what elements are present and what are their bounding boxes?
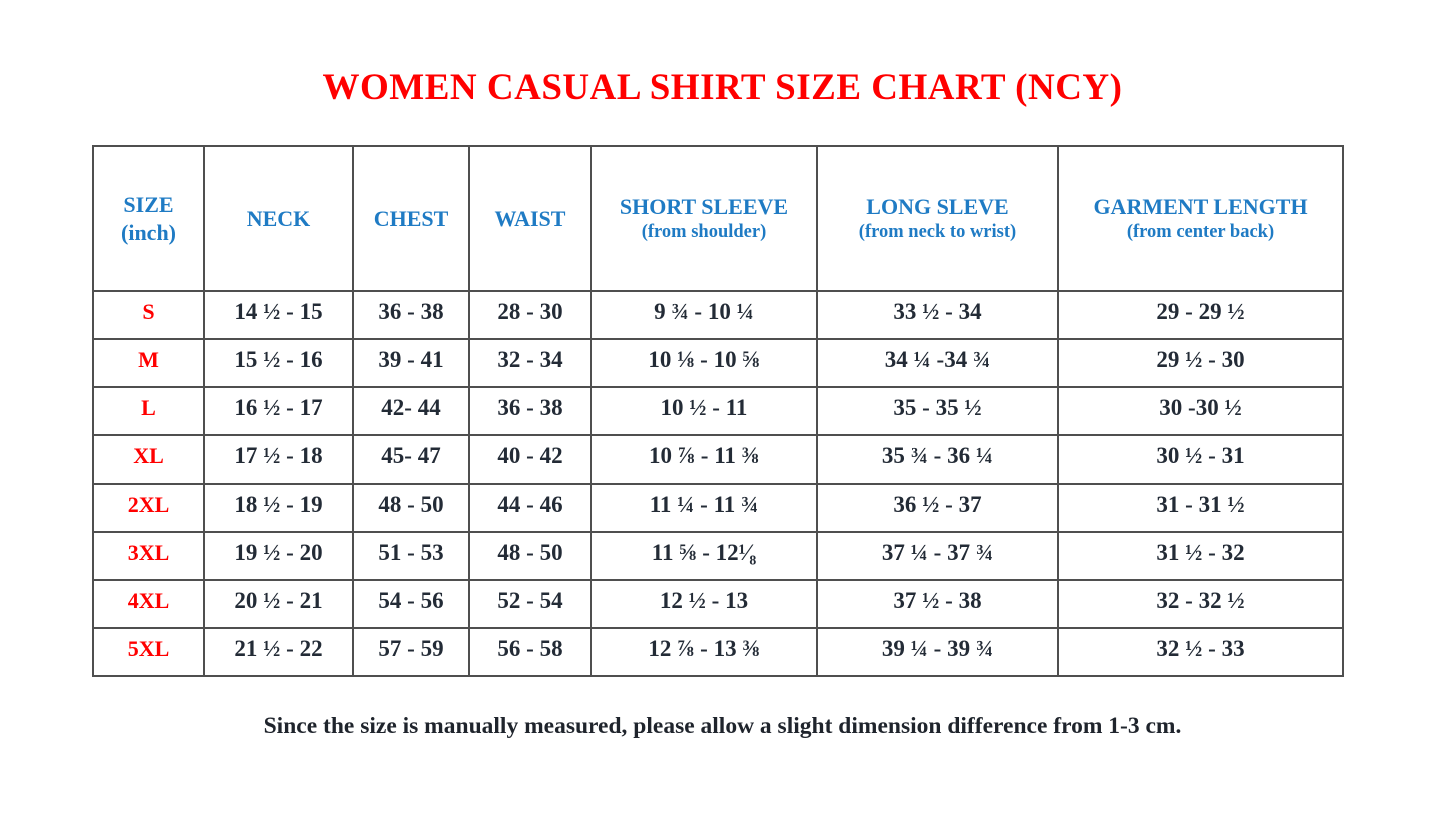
waist-cell: 36 - 38 [469,387,591,435]
header-garment-length [1058,146,1343,291]
long-sleeve-cell: 39 ¼ - 39 ¾ [817,628,1058,676]
chest-cell: 39 - 41 [353,339,469,387]
garment-length-cell: 32 - 32 ½ [1058,580,1343,628]
header-row [93,146,1343,291]
long-sleeve-cell: 35 ¾ - 36 ¼ [817,435,1058,483]
short-sleeve-cell: 12 ½ - 13 [591,580,817,628]
header-size-label: SIZE [123,192,174,217]
table-row-xl [93,435,1343,483]
size-cell: L [93,387,204,435]
size-cell: S [93,291,204,339]
header-chest-label: CHEST [373,205,449,231]
size-chart-table [92,145,1344,677]
header-neck [204,146,353,291]
size-cell: M [93,339,204,387]
header-garment-length-label: GARMENT LENGTH [1093,194,1308,220]
waist-cell: 40 - 42 [469,435,591,483]
chest-cell: 36 - 38 [353,291,469,339]
size-cell: 2XL [93,484,204,532]
table-row-l [93,387,1343,435]
short-sleeve-cell: 12 ⅞ - 13 ⅜ [591,628,817,676]
table-row-3xl [93,532,1343,580]
header-long-sleeve-label: LONG SLEVE [866,194,1009,220]
garment-length-cell: 31 ½ - 32 [1058,532,1343,580]
neck-cell: 16 ½ - 17 [204,387,353,435]
header-short-sleeve-sub: (from shoulder) [641,221,767,242]
long-sleeve-cell: 37 ¼ - 37 ¾ [817,532,1058,580]
waist-cell: 28 - 30 [469,291,591,339]
garment-length-cell: 30 -30 ½ [1058,387,1343,435]
header-garment-length-sub: (from center back) [1126,221,1275,242]
header-long-sleeve-sub: (from neck to wrist) [858,221,1017,242]
chest-cell: 48 - 50 [353,484,469,532]
header-neck-label: NECK [246,205,311,231]
page-title: WOMEN CASUAL SHIRT SIZE CHART (NCY) [322,67,1123,108]
header-waist [469,146,591,291]
size-cell: 4XL [93,580,204,628]
header-short-sleeve-label: SHORT SLEEVE [619,194,789,220]
short-sleeve-cell: 10 ⅛ - 10 ⅝ [591,339,817,387]
short-sleeve-cell: 9 ¾ - 10 ¼ [591,291,817,339]
header-short-sleeve [591,146,817,291]
size-cell: XL [93,435,204,483]
neck-cell: 18 ½ - 19 [204,484,353,532]
short-sleeve-cell: 10 ⅞ - 11 ⅜ [591,435,817,483]
waist-cell: 56 - 58 [469,628,591,676]
chest-cell: 57 - 59 [353,628,469,676]
garment-length-cell: 29 - 29 ½ [1058,291,1343,339]
table-row-2xl [93,484,1343,532]
table-row-s [93,291,1343,339]
long-sleeve-cell: 34 ¼ -34 ¾ [817,339,1058,387]
neck-cell: 21 ½ - 22 [204,628,353,676]
size-cell: 3XL [93,532,204,580]
header-chest [353,146,469,291]
neck-cell: 19 ½ - 20 [204,532,353,580]
long-sleeve-cell: 33 ½ - 34 [817,291,1058,339]
waist-cell: 32 - 34 [469,339,591,387]
long-sleeve-cell: 36 ½ - 37 [817,484,1058,532]
neck-cell: 14 ½ - 15 [204,291,353,339]
garment-length-cell: 29 ½ - 30 [1058,339,1343,387]
garment-length-cell: 31 - 31 ½ [1058,484,1343,532]
chest-cell: 45- 47 [353,435,469,483]
header-waist-label: WAIST [494,205,566,231]
short-sleeve-cell: 11 ⅝ - 12¹⁄₈ [591,532,817,580]
table-row-4xl [93,580,1343,628]
chest-cell: 54 - 56 [353,580,469,628]
header-long-sleeve [817,146,1058,291]
short-sleeve-cell: 10 ½ - 11 [591,387,817,435]
neck-cell: 20 ½ - 21 [204,580,353,628]
garment-length-cell: 32 ½ - 33 [1058,628,1343,676]
chest-cell: 51 - 53 [353,532,469,580]
long-sleeve-cell: 37 ½ - 38 [817,580,1058,628]
header-size [93,146,204,291]
size-cell: 5XL [93,628,204,676]
short-sleeve-cell: 11 ¼ - 11 ¾ [591,484,817,532]
garment-length-cell: 30 ½ - 31 [1058,435,1343,483]
long-sleeve-cell: 35 - 35 ½ [817,387,1058,435]
measurement-disclaimer: Since the size is manually measured, please allow a slight dimension difference from 1-3 cm. [263,713,1182,739]
table-row-m [93,339,1343,387]
neck-cell: 17 ½ - 18 [204,435,353,483]
neck-cell: 15 ½ - 16 [204,339,353,387]
waist-cell: 48 - 50 [469,532,591,580]
waist-cell: 44 - 46 [469,484,591,532]
waist-cell: 52 - 54 [469,580,591,628]
table-row-5xl [93,628,1343,676]
chest-cell: 42- 44 [353,387,469,435]
header-size-sub: (inch) [121,219,176,245]
